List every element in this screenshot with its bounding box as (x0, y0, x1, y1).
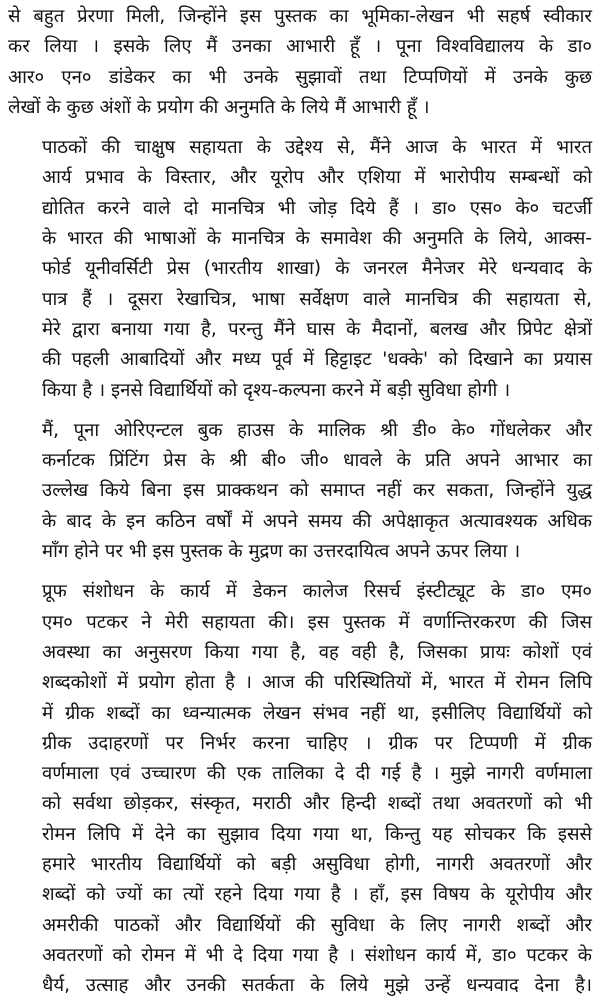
text-line: वर्णमाला एवं उच्चारण की एक तालिका दे दी गई है । मुझे नागरी वर्णमाला (42, 763, 592, 785)
text-line: धैर्य, उत्साह और उनकी सतर्कता के लिये मुझे उन्हें धन्यवाद देना है। (42, 975, 592, 997)
text-line: की पहली आबादियों और मध्य पूर्व में हिट्टाइट 'धक्के' को दिखाने का प्रयास (42, 349, 592, 371)
text-line: अवतरणों को रोमन में भी दे दिया गया है । संशोधन कार्य में, डा० पटकर के (42, 944, 592, 966)
paragraph-maps (8, 133, 592, 406)
text-line: माँग होने पर भी इस पुस्तक के मुद्रण का उत्तरदायित्व अपने ऊपर लिया । (42, 541, 521, 563)
text-line: के बाद के इन कठिन वर्षों में अपने समय की अपेक्षाकृत अत्यावश्यक अधिक (42, 510, 592, 532)
text-line: ग्रीक उदाहरणों पर निर्भर करना चाहिए । ग्रीक पर टिप्पणी में ग्रीक (42, 732, 592, 754)
text-line: अमरीकी पाठकों और विद्यार्थियों की सुविधा के लिए नागरी शब्दों और (42, 914, 592, 936)
text-line: से बहुत प्रेरणा मिली, जिन्होंने इस पुस्तक का भूमिका-लेखन भी सहर्ष स्वीकार (8, 6, 592, 27)
text-line: पाठकों की चाक्षुष सहायता के उद्देश्य से, मैंने आज के भारत में भारत (42, 137, 592, 159)
book-page (8, 2, 592, 1002)
text-line: एम० पटकर ने मेरी सहायता की। इस पुस्तक में वर्णान्तिरकरण की जिस (42, 611, 592, 633)
text-line: हमारे भारतीय विद्यार्थियों को बड़ी असुविधा होगी, नागरी अवतरणों और (42, 854, 592, 876)
text-line: शब्दों को ज्यों का त्यों रहने दिया गया है । हाँ, इस विषय के यूरोपीय और (42, 884, 592, 906)
text-line: में ग्रीक शब्दों का ध्वन्यात्मक लेखन संभव नहीं था, इसीलिए विद्यार्थियों को (42, 702, 592, 724)
paragraph-printers (8, 416, 592, 567)
text-line: अवस्था का अनुसरण किया गया है, वह वही है, जिसका प्रायः कोशों एवं (42, 641, 592, 663)
text-line: द्योतित करने वाले दो मानचित्र भी जोड़ दिये हैं । डा० एस० के० चटर्जी (42, 197, 592, 219)
text-line: कर लिया । इसके लिए मैं उनका आभारी हूँ । पूना विश्वविद्यालय के डा० (8, 36, 592, 58)
text-line: उल्लेख किये बिना इस प्राक्कथन को समाप्त नहीं कर सकता, जिन्होंने युद्ध (42, 480, 592, 502)
text-line: किया है । इनसे विद्यार्थियों को दृश्य-कल्पना करने में बड़ी सुविधा होगी । (42, 379, 511, 401)
text-line: के भारत की भाषाओं के मानचित्र के समावेश की अनुमति के लिये, आक्स- (42, 228, 592, 250)
text-line: रोमन लिपि में देने का सुझाव दिया गया था, किन्तु यह सोचकर कि इससे (42, 823, 592, 845)
paragraph-proofreading (8, 577, 592, 1001)
text-line: प्रूफ संशोधन के कार्य में डेकन कालेज रिसर्च इंस्टीट्यूट के डा० एम० (42, 581, 592, 603)
text-line: लेखों के कुछ अंशों के प्रयोग की अनुमति के लिये मैं आभारी हूँ । (8, 96, 430, 118)
text-line: पात्र हैं । दूसरा रेखाचित्र, भाषा सर्वेक्षण वाले मानचित्र की सहायता से, (42, 288, 592, 310)
text-line: फोर्ड यूनीवर्सिटी प्रेस (भारतीय शाखा) के जनरल मैनेजर मेरे धन्यवाद के (42, 258, 592, 280)
text-line: आर० एन० डांडेकर का भी उनके सुझावों तथा टिप्पणियों में उनके कुछ (8, 66, 592, 88)
text-line: शब्दकोशों में प्रयोग होता है । आज की परिस्थितियों में, भारत में रोमन लिपि (42, 672, 592, 694)
text-line: को सर्वथा छोड़कर, संस्कृत, मराठी और हिन्दी शब्दों तथा अवतरणों को भी (42, 793, 592, 815)
text-line: मैं, पूना ओरिएन्टल बुक हाउस के मालिक श्री डी० के० गोंधलेकर और (42, 419, 592, 441)
paragraph-acknowledgement-foreword (8, 2, 592, 123)
text-line: मेरे द्वारा बनाया गया है, परन्तु मैंने घास के मैदानों, बलख और प्रिपेट क्षेत्रों (42, 318, 592, 340)
text-line: कर्नाटक प्रिंटिंग प्रेस के श्री बी० जी० धावले के प्रति अपने आभार का (42, 450, 592, 472)
text-line: आर्य प्रभाव के विस्तार, और यूरोप और एशिया में भारोपीय सम्बन्धों को (42, 167, 592, 189)
